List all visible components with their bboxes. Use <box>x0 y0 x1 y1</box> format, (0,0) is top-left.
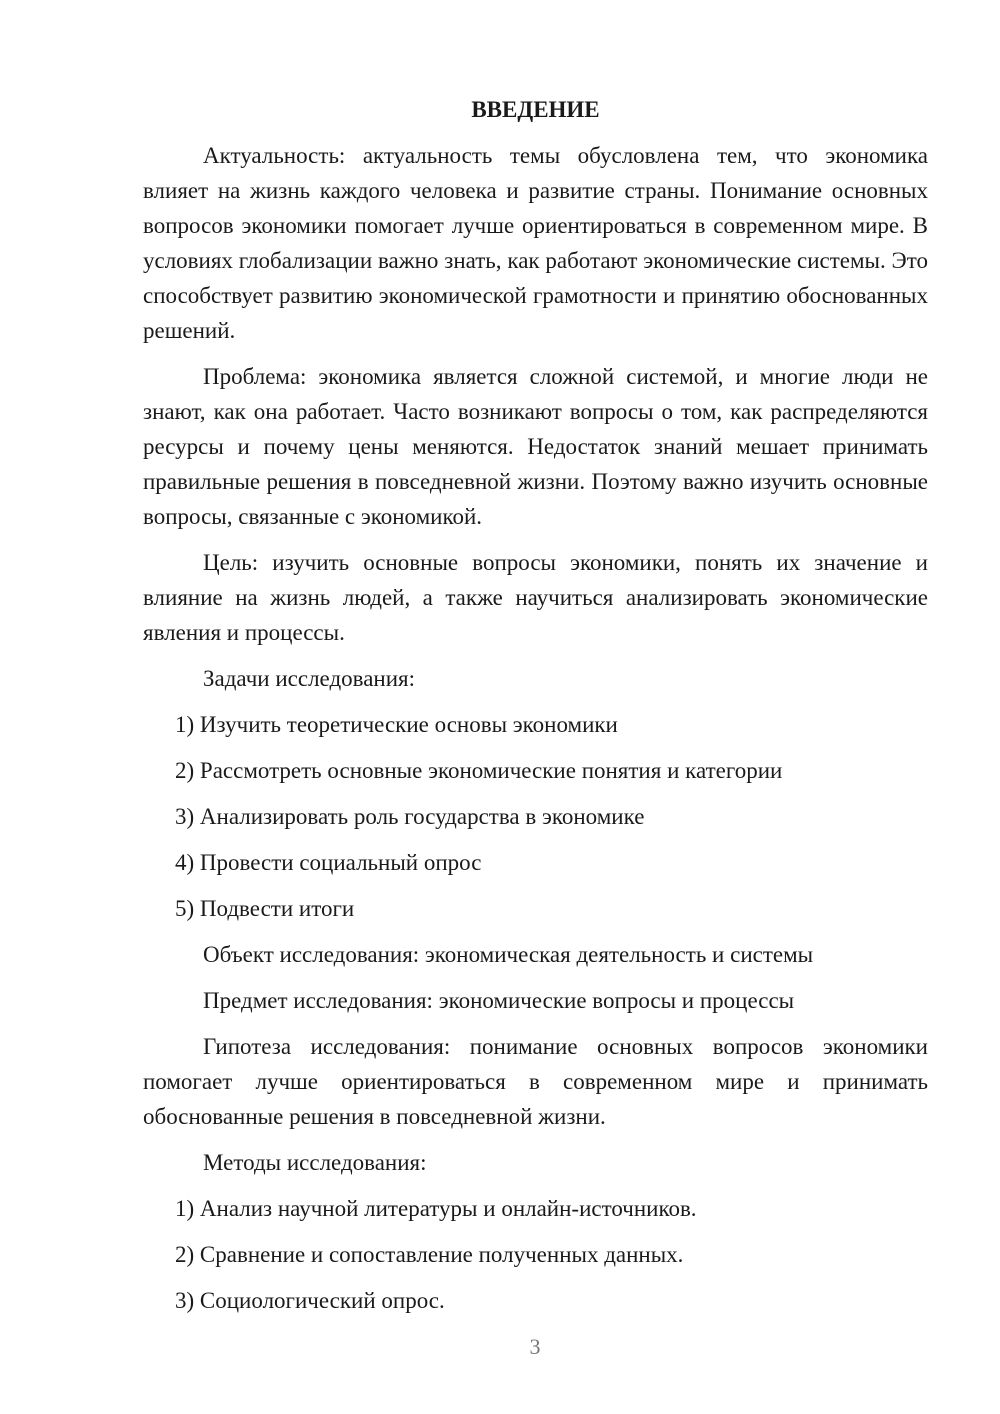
method-item-3: 3) Социологический опрос. <box>175 1288 445 1313</box>
research-subject: Предмет исследования: экономические вопросы и процессы <box>203 988 795 1013</box>
tasks-heading: Задачи исследования: <box>203 666 416 691</box>
relevance-paragraph: Актуальность: актуальность темы обусловлена тем, что экономика влияет на жизнь каждого человека и развитие страны. Понимание основных вопросов экономики помогает лучше ориентироваться в современном мире. В условиях глобализации важно знать, как работают экономические системы. Это способствует развитию экономической грамотности и принятию обоснованных решений. <box>143 143 928 343</box>
methods-heading: Методы исследования: <box>203 1150 427 1175</box>
task-item-1: 1) Изучить теоретические основы экономики <box>175 712 618 737</box>
hypothesis-paragraph: Гипотеза исследования: понимание основных вопросов экономики помогает лучше ориентироваться в современном мире и принимать обоснованные решения в повседневной жизни. <box>143 1034 928 1129</box>
page-number: 3 <box>529 1334 541 1359</box>
method-item-2: 2) Сравнение и сопоставление полученных данных. <box>175 1242 684 1267</box>
research-object: Объект исследования: экономическая деятельность и системы <box>203 942 814 967</box>
task-item-4: 4) Провести социальный опрос <box>175 850 482 875</box>
task-item-5: 5) Подвести итоги <box>175 896 355 921</box>
document-body <box>143 92 928 1329</box>
problem-paragraph: Проблема: экономика является сложной системой, и многие люди не знают, как она работает. Часто возникают вопросы о том, как распределяются ресурсы и почему цены меняются. Недостаток знаний мешает принимать правильные решения в повседневной жизни. Поэтому важно изучить основные вопросы, связанные с экономикой. <box>143 364 928 529</box>
task-item-3: 3) Анализировать роль государства в экономике <box>175 804 645 829</box>
task-item-2: 2) Рассмотреть основные экономические понятия и категории <box>175 758 783 783</box>
section-title: ВВЕДЕНИЕ <box>471 97 600 122</box>
goal-paragraph: Цель: изучить основные вопросы экономики, понять их значение и влияние на жизнь людей, а также научиться анализировать экономические явления и процессы. <box>143 550 928 645</box>
method-item-1: 1) Анализ научной литературы и онлайн-источников. <box>175 1196 697 1221</box>
